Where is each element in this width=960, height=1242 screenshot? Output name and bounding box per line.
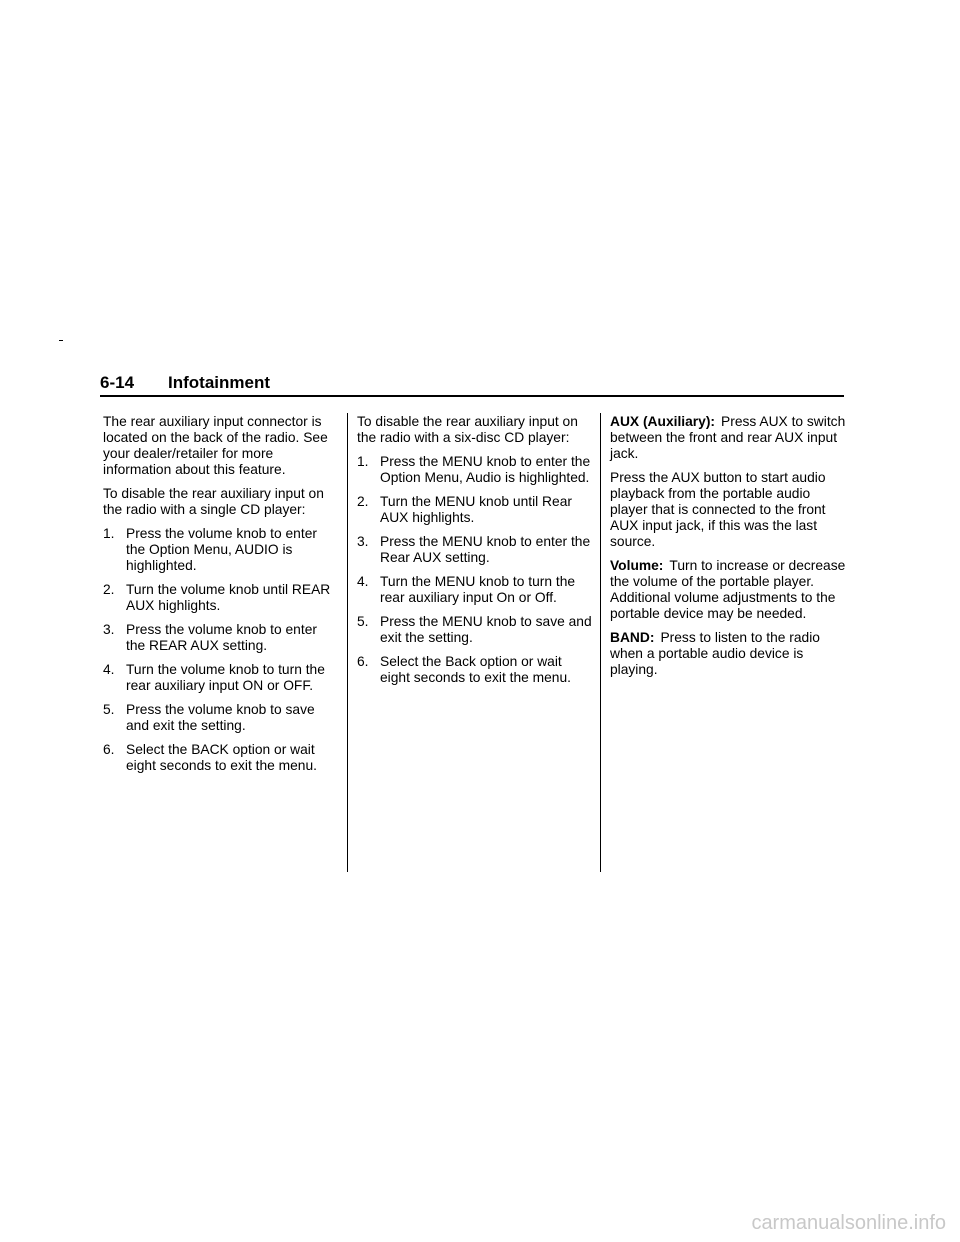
step-number: 6. — [357, 654, 369, 669]
step-text: Press the volume knob to enter the Option Menu, AUDIO is highlighted. — [126, 526, 317, 573]
aux-playback-paragraph: Press the AUX button to start audio playback from the portable audio player that is connected to the front AUX input jack, if this was the last source. — [610, 470, 826, 549]
list-item — [357, 454, 593, 486]
step-text: Turn the MENU knob until Rear AUX highlights. — [380, 494, 572, 525]
page-number: 6-14 — [100, 373, 135, 392]
column-six-disc — [357, 414, 593, 694]
step-number: 2. — [103, 582, 115, 597]
step-text: Press the MENU knob to enter the Rear AUX setting. — [380, 534, 591, 565]
intro-paragraph: The rear auxiliary input connector is located on the back of the radio. See your dealer/retailer for more information about this feature. — [103, 414, 328, 477]
step-text: Turn the MENU knob to turn the rear auxiliary input On or Off. — [380, 574, 576, 605]
step-number: 2. — [357, 494, 369, 509]
band-term: BAND: — [610, 630, 655, 645]
list-item — [357, 534, 593, 566]
step-number: 4. — [357, 574, 369, 589]
step-number: 1. — [357, 454, 369, 469]
step-text: Select the BACK option or wait eight seconds to exit the menu. — [126, 742, 317, 773]
step-text: Select the Back option or wait eight seconds to exit the menu. — [380, 654, 571, 685]
aux-paragraph — [610, 414, 846, 462]
band-paragraph — [610, 630, 846, 678]
step-text: Turn the volume knob to turn the rear auxiliary input ON or OFF. — [126, 662, 325, 693]
step-number: 3. — [357, 534, 369, 549]
volume-text: Turn to increase or decrease the volume of the portable player. Additional volume adjustments to the portable device may be needed. — [610, 558, 846, 621]
list-item — [357, 574, 593, 606]
single-cd-steps — [103, 526, 339, 774]
step-text: Press the MENU knob to enter the Option Menu, Audio is highlighted. — [380, 454, 591, 485]
step-text: Press the volume knob to save and exit the setting. — [126, 702, 315, 733]
band-text: Press to listen to the radio when a portable audio device is playing. — [610, 630, 820, 677]
list-item — [103, 702, 339, 734]
column-controls — [610, 414, 846, 686]
volume-term: Volume: — [610, 558, 664, 573]
page-header — [100, 371, 844, 395]
step-text: Turn the volume knob until REAR AUX highlights. — [126, 582, 331, 613]
six-disc-lead: To disable the rear auxiliary input on the radio with a six-disc CD player: — [357, 414, 578, 445]
step-number: 5. — [357, 614, 369, 629]
step-number: 4. — [103, 662, 115, 677]
list-item — [103, 622, 339, 654]
section-title: Infotainment — [168, 373, 271, 392]
step-number: 3. — [103, 622, 115, 637]
watermark: carmanualsonline.info — [751, 1212, 946, 1234]
list-item — [103, 582, 339, 614]
step-text: Press the MENU knob to save and exit the setting. — [380, 614, 592, 645]
step-number: 5. — [103, 702, 115, 717]
list-item — [103, 662, 339, 694]
aux-text: Press AUX to switch between the front and rear AUX input jack. — [610, 414, 846, 461]
list-item — [357, 614, 593, 646]
step-number: 1. — [103, 526, 115, 541]
list-item — [357, 654, 593, 686]
list-item — [357, 494, 593, 526]
header-rule — [100, 395, 844, 397]
column-single-cd — [103, 414, 339, 782]
six-disc-steps — [357, 454, 593, 686]
step-number: 6. — [103, 742, 115, 757]
single-cd-lead: To disable the rear auxiliary input on the radio with a single CD player: — [103, 486, 324, 517]
aux-term: AUX (Auxiliary): — [610, 414, 716, 429]
volume-paragraph — [610, 558, 846, 622]
column-divider — [347, 413, 348, 872]
column-divider — [600, 413, 601, 872]
step-text: Press the volume knob to enter the REAR AUX setting. — [126, 622, 317, 653]
list-item — [103, 526, 339, 574]
list-item — [103, 742, 339, 774]
corner-mark — [59, 340, 63, 341]
